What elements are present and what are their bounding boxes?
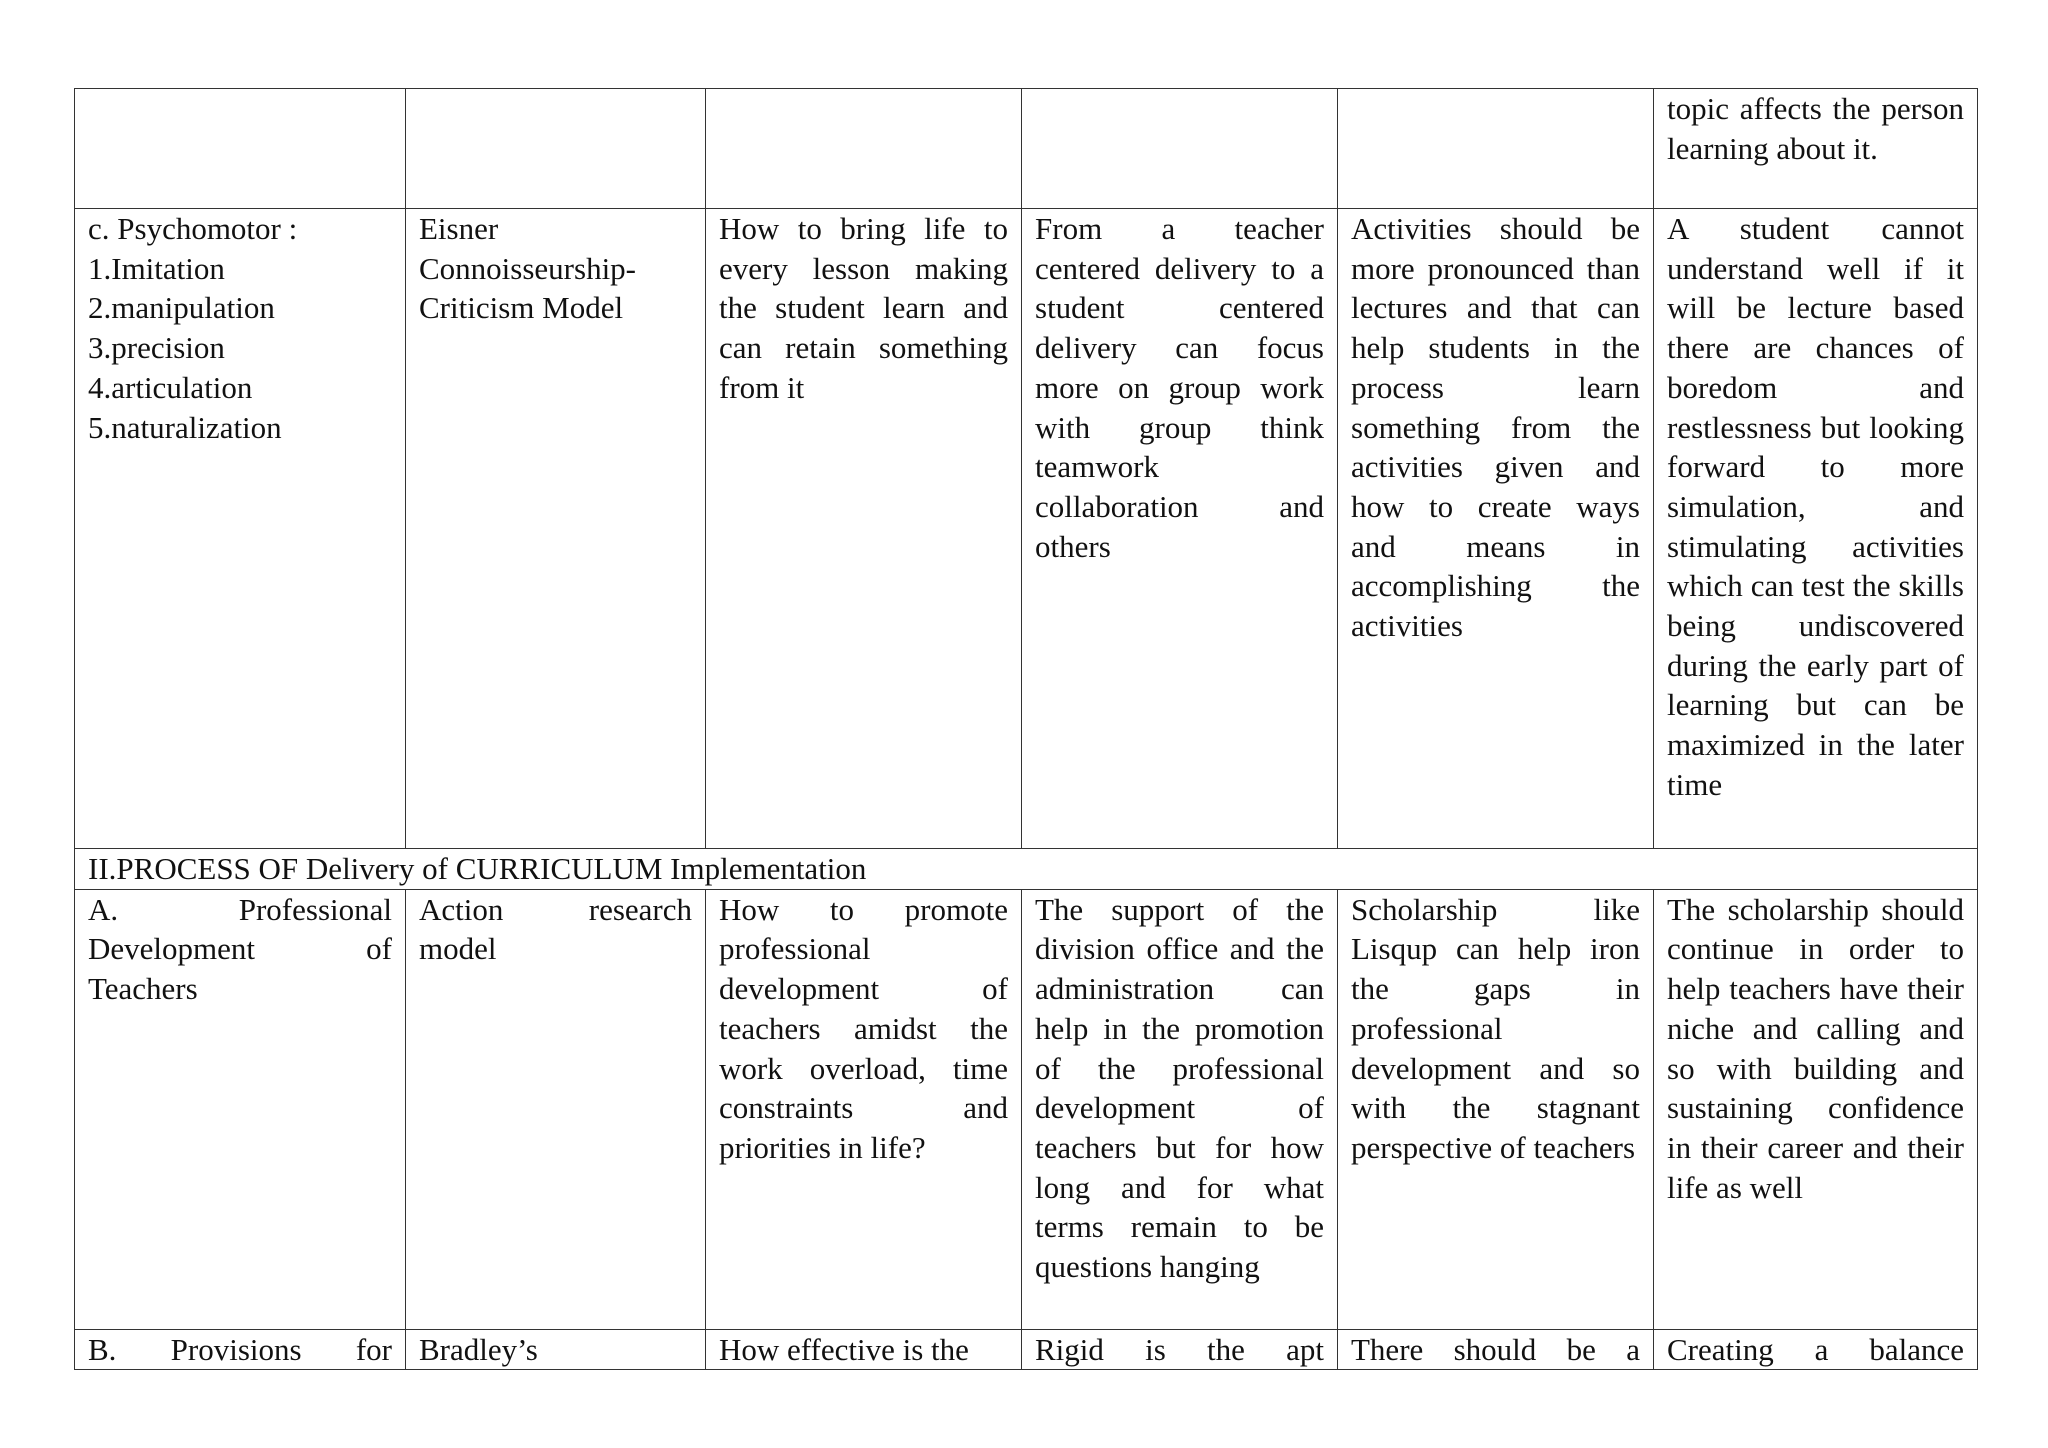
table-cell (75, 89, 406, 209)
cell-line: 1.Imitation (88, 250, 225, 286)
cell-line: 3.precision (88, 330, 225, 366)
table-row (75, 209, 1978, 849)
table-cell (406, 209, 706, 849)
table-row (75, 849, 1978, 890)
table-cell: Rigid is the apt (1022, 1329, 1338, 1370)
curriculum-table (74, 88, 1978, 1370)
table-cell: How effective is the (706, 1329, 1022, 1370)
table-cell (706, 89, 1022, 209)
table-cell: How to promote professional development of teachers amidst the work overload, time constraints and priorities in life? (706, 889, 1022, 1329)
table-cell: There should be a (1338, 1329, 1654, 1370)
table-cell: Activities should be more pronounced than lectures and that can help students in the process learn something from the activities given and how to create ways and means in accomplishing the activities (1338, 209, 1654, 849)
table-cell: Creating a balance (1654, 1329, 1978, 1370)
table-cell: From a teacher centered delivery to a student centered delivery can focus more on group work with group think teamwork collaboration and others (1022, 209, 1338, 849)
cell-line: Criticism Model (419, 290, 624, 326)
table-cell: Action research model (406, 889, 706, 1329)
table-cell: B. Provisions for (75, 1329, 406, 1370)
table-row (75, 89, 1978, 209)
table-cell: The support of the division office and the administration can help in the promotion of the professional development of teachers but for how long and for what terms remain to be questions hanging (1022, 889, 1338, 1329)
cell-line: 2.manipulation (88, 290, 275, 326)
table-cell: The scholarship should continue in order to help teachers have their niche and calling and so with building and sustaining confidence in their career and their life as well (1654, 889, 1978, 1329)
table-row (75, 1329, 1978, 1370)
table-cell: A. Professional Development of Teachers (75, 889, 406, 1329)
table-cell: Scholarship like Lisqup can help iron the gaps in professional development and so with the stagnant perspective of teachers (1338, 889, 1654, 1329)
table-cell (406, 89, 706, 209)
table-row (75, 889, 1978, 1329)
section-header: II.PROCESS OF Delivery of CURRICULUM Implementation (75, 849, 1978, 890)
cell-line: 4.articulation (88, 369, 253, 405)
table-cell: How to bring life to every lesson making the student learn and can retain something from it (706, 209, 1022, 849)
table-cell (1338, 89, 1654, 209)
table-cell: topic affects the person learning about it. (1654, 89, 1978, 209)
cell-line: c. Psychomotor : (88, 211, 298, 246)
table-cell: A student cannot understand well if it will be lecture based there are chances of boredom and restlessness but looking forward to more simulation, and stimulating activities which can test the skills being undiscovered during the early part of learning but can be maximized in the later time (1654, 209, 1978, 849)
cell-line: 5.naturalization (88, 409, 282, 445)
table-cell (1022, 89, 1338, 209)
table-cell (75, 209, 406, 849)
table-cell: Bradley’s (406, 1329, 706, 1370)
cell-line: Eisner (419, 211, 499, 246)
cell-line: Connoisseurship- (419, 250, 636, 286)
